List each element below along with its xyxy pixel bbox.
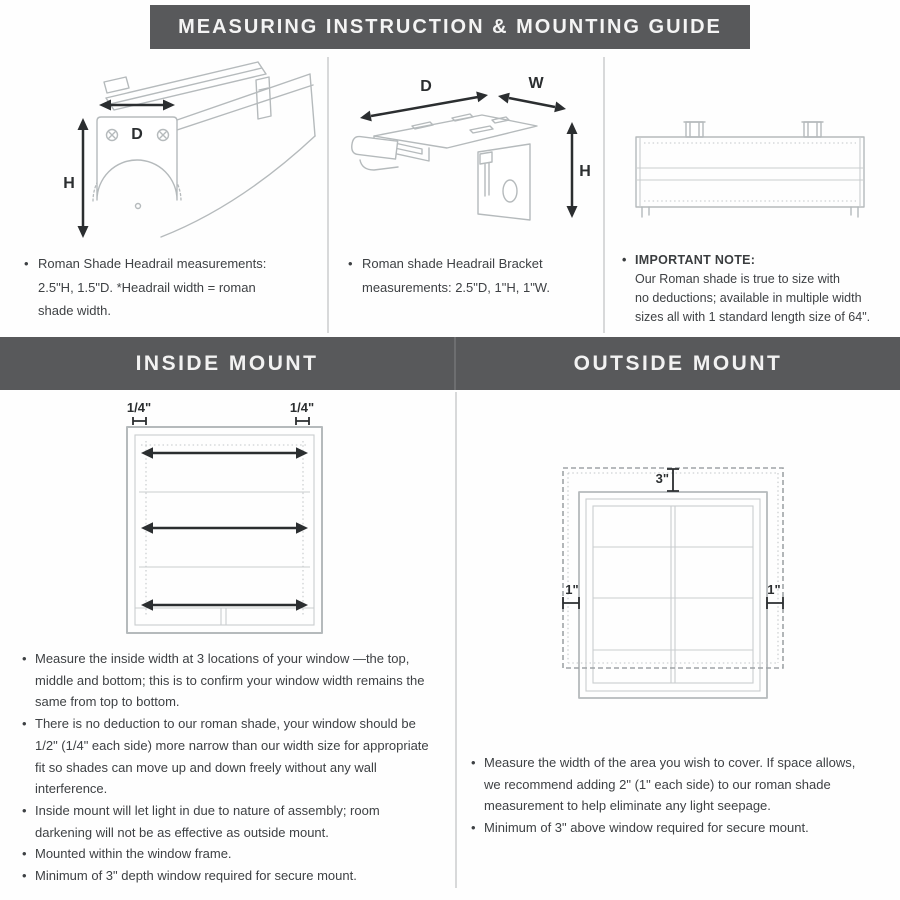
shade-coverage-outline [563, 468, 783, 668]
note-line: sizes all with 1 standard length size of 64". [635, 310, 871, 324]
caption-line: • Roman shade Headrail Bracket [362, 256, 543, 271]
list-item: • Measure the width of the area you wish to cover. If space allows, we recommend adding 2" (1" each side) to our roman shade measurement to help eliminate any light seepage. [471, 752, 873, 817]
height-arrow-icon [78, 118, 89, 238]
bracket-caption [348, 252, 573, 299]
list-item: • Minimum of 3" above window required for secure mount. [471, 817, 873, 839]
bracket-icon [802, 122, 823, 137]
width-arrow-icon [141, 447, 308, 459]
width-arrow-icon [141, 522, 308, 534]
width-arrow-icon [141, 599, 308, 611]
headrail-diagram [60, 58, 320, 253]
list-item: • There is no deduction to our roman shade, your window should be 1/2" (1/4" each side) more narrow than our width size for appropriate fit so shades can move up and down freely without any wall interference. [22, 713, 436, 800]
inside-mount-window-diagram [75, 395, 355, 650]
headrail-caption [24, 252, 284, 323]
height-arrow-icon [567, 122, 578, 218]
list-item: • Minimum of 3" depth window required for secure mount. [22, 865, 436, 887]
depth-label: D [131, 126, 143, 143]
width-label: W [528, 75, 544, 92]
headrail-front-diagram [618, 112, 882, 227]
depth-arrow-icon [99, 100, 175, 111]
outside-mount-header: OUTSIDE MOUNT [573, 351, 783, 375]
caption-line: • Roman Shade Headrail measurements: [38, 256, 267, 271]
caption-line: measurements: 2.5"D, 1"H, 1"W. [362, 279, 550, 295]
rail-bracket [256, 77, 271, 119]
top-gap-label: 3" [655, 471, 669, 486]
panel-important-note [604, 48, 900, 337]
gap-mark-icon [563, 597, 579, 609]
inside-mount-header: INSIDE MOUNT [135, 351, 319, 375]
important-note [622, 250, 887, 327]
list-item: • Measure the inside width at 3 locations of your window —the top, middle and bottom; this is to confirm your window width remains the same from top to bottom. [22, 648, 436, 713]
outside-mount-notes [471, 752, 873, 838]
left-gap-label: 1/4" [126, 400, 152, 415]
height-label: H [63, 175, 75, 192]
title-bar [150, 5, 750, 49]
column-divider [455, 392, 457, 888]
panel-bracket [328, 48, 603, 337]
bracket-vertical-plate [478, 144, 530, 220]
list-item: • Mounted within the window frame. [22, 843, 436, 865]
note-line: no deductions; available in multiple width [635, 291, 862, 305]
inside-mount-notes [22, 648, 436, 887]
gap-mark-icon [767, 597, 783, 609]
bracket-icon [684, 122, 705, 137]
width-arrow-icon [498, 93, 566, 113]
panel-headrail [0, 48, 327, 337]
depth-label: D [420, 78, 432, 95]
caption-line: shade width. [38, 303, 111, 318]
bracket-diagram [352, 58, 592, 253]
note-line: Our Roman shade is true to size with [635, 272, 840, 286]
caption-line: 2.5"H, 1.5"D. *Headrail width = roman [38, 279, 256, 295]
mount-header-bar [0, 337, 900, 390]
rail-clip [104, 77, 129, 93]
right-gap-label: 1" [767, 582, 781, 597]
outside-mount-window-diagram [545, 450, 805, 740]
bracket-top-plate [374, 115, 537, 148]
note-heading: • IMPORTANT NOTE: [622, 250, 887, 270]
height-label: H [579, 163, 591, 180]
gap-mark-icon [133, 417, 309, 425]
list-item: • Inside mount will let light in due to nature of assembly; room darkening will not be as effective as outside mount. [22, 800, 436, 843]
page-title: MEASURING INSTRUCTION & MOUNTING GUIDE [178, 15, 722, 38]
right-gap-label: 1/4" [289, 400, 315, 415]
left-gap-label: 1" [565, 582, 579, 597]
